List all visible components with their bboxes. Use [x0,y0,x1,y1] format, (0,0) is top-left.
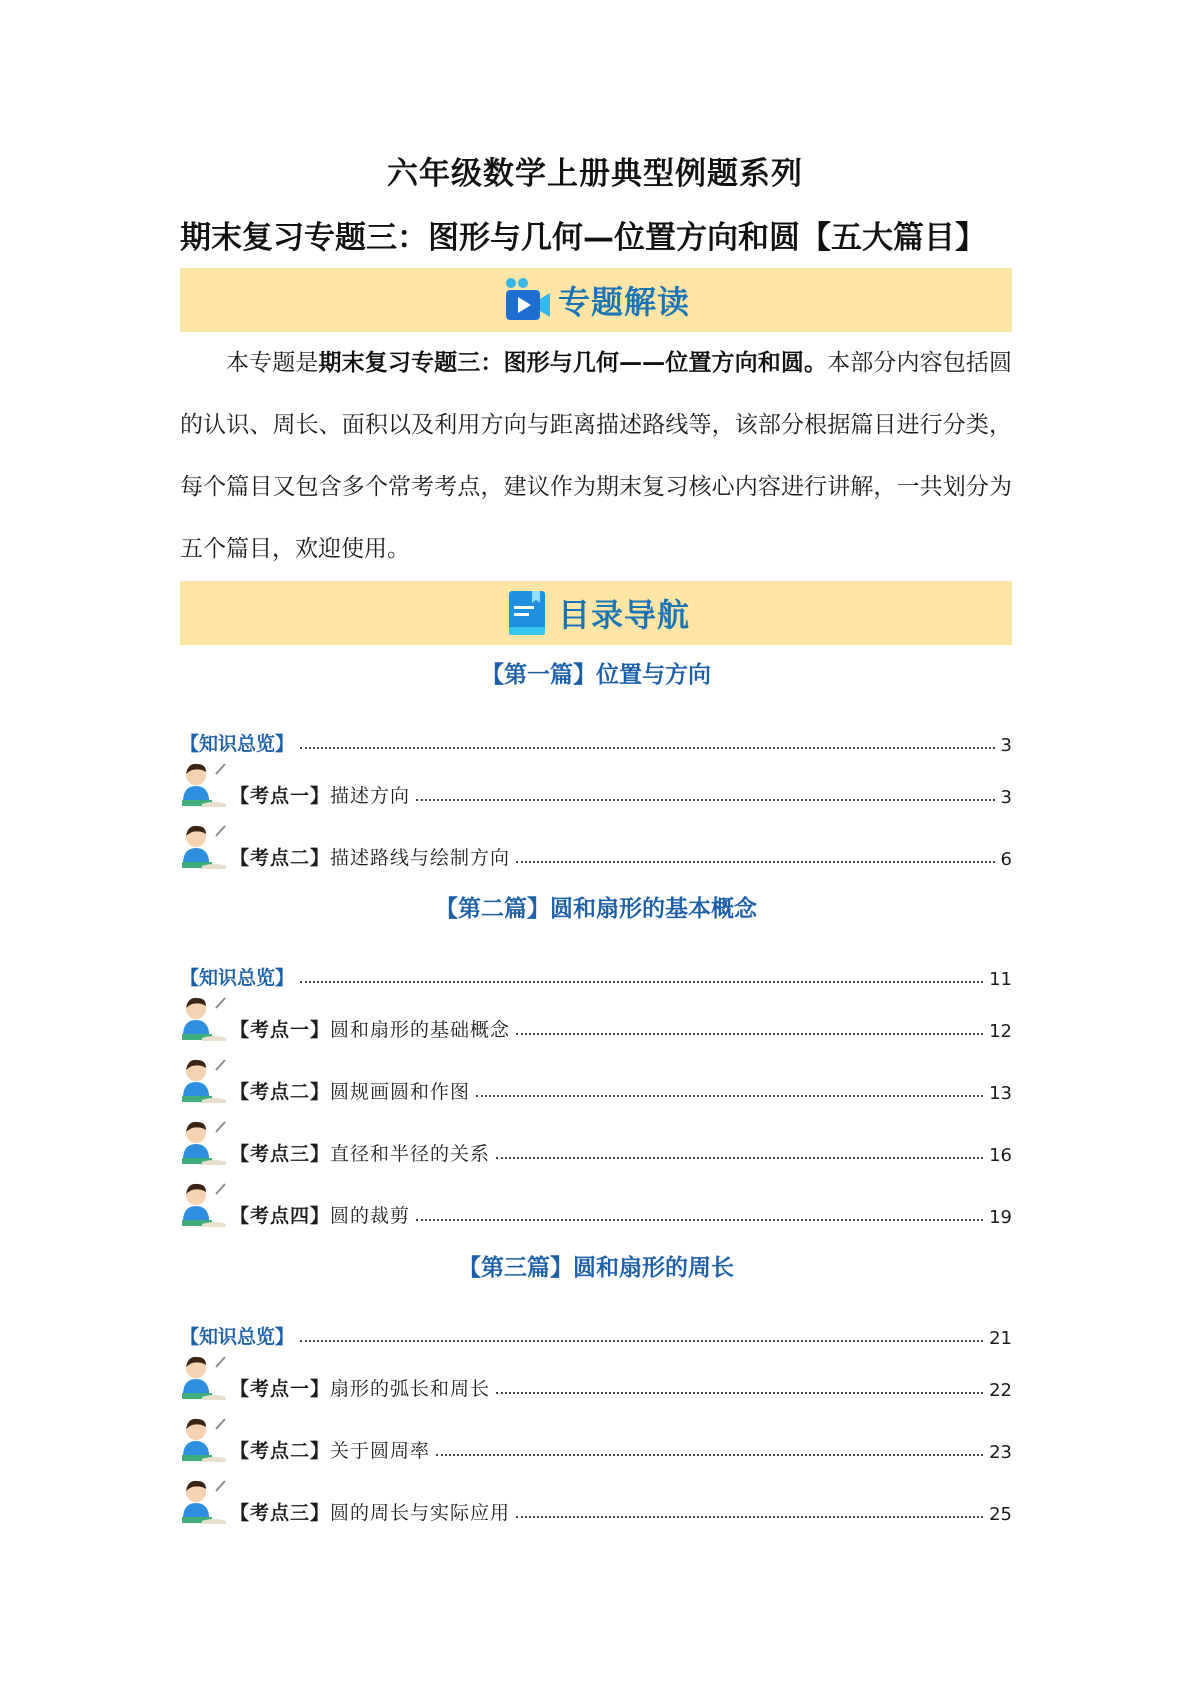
toc-point-text: 描述方向 [330,785,411,807]
topic-banner [180,268,1012,332]
toc-point-text: 关于圆周率 [330,1440,431,1462]
student-avatar-icon [180,994,228,1044]
document-title: 六年级数学上册典型例题系列 [387,156,803,192]
book-icon [502,588,552,638]
student-avatar-icon [180,760,228,810]
video-play-icon [502,275,552,325]
toc-row-point[interactable] [180,1180,1012,1230]
student-avatar-icon [180,1477,228,1527]
toc-row-overview-3[interactable] [180,1301,1012,1351]
toc-point-label [230,1436,430,1465]
toc-point-text: 描述路线与绘制方向 [330,847,511,869]
toc-leader-dots [416,798,995,801]
topic-banner-label: 专题解读 [557,283,690,321]
toc-leader-dots [516,860,995,863]
student-avatar-icon [180,1056,228,1106]
toc-leader-dots [436,1453,983,1456]
toc-row-overview-2[interactable] [180,942,1012,992]
student-avatar-icon [180,1415,228,1465]
toc-point-label [230,1498,510,1527]
toc-banner-label: 目录导航 [557,596,690,634]
toc-page-number: 23 [989,1442,1012,1463]
toc-leader-dots [516,1032,983,1035]
toc-point-tag: 【考点一】 [230,1378,331,1400]
toc-point-tag: 【考点二】 [230,847,331,869]
toc-page-number: 6 [1000,849,1012,870]
toc-point-label [230,1374,490,1403]
toc-leader-dots [416,1218,983,1221]
toc-point-label [230,1139,490,1168]
toc-leader-dots [516,1515,983,1518]
section-heading-1: 【第一篇】位置与方向 [481,662,711,688]
toc-overview-label: 【知识总览】 [180,733,295,755]
toc-point-tag: 【考点三】 [230,1143,331,1165]
intro-bold: 期末复习专题三：图形与几何——位置方向和圆。 [318,350,828,376]
toc-page-number: 3 [1000,735,1012,756]
toc-row-point[interactable] [180,1056,1012,1106]
toc-row-point[interactable] [180,760,1012,810]
toc-row-point[interactable] [180,1353,1012,1403]
toc-leader-dots [476,1094,983,1097]
toc-leader-dots [300,1339,983,1342]
toc-point-text: 圆的裁剪 [330,1205,411,1227]
toc-page-number: 21 [989,1328,1012,1349]
toc-point-tag: 【考点三】 [230,1502,331,1524]
section-heading-2: 【第二篇】圆和扇形的基本概念 [435,896,757,922]
intro-paragraph [180,332,1012,580]
toc-point-text: 圆和扇形的基础概念 [330,1019,511,1041]
toc-row-point[interactable] [180,1118,1012,1168]
toc-point-label [230,843,510,872]
toc-page-number: 16 [989,1145,1012,1166]
toc-leader-dots [496,1156,983,1159]
toc-row-point[interactable] [180,1477,1012,1527]
toc-page-number: 12 [989,1021,1012,1042]
toc-point-label [230,1015,510,1044]
toc-point-tag: 【考点一】 [230,785,331,807]
student-avatar-icon [180,822,228,872]
intro-prefix: 本专题是 [226,350,319,376]
document-subtitle: 期末复习专题三：图形与几何—位置方向和圆【五大篇目】 [180,220,986,256]
toc-point-tag: 【考点二】 [230,1081,331,1103]
toc-page-number: 11 [989,969,1012,990]
toc-banner [180,581,1012,645]
toc-row-overview-1[interactable] [180,708,1012,758]
toc-overview-label: 【知识总览】 [180,967,295,989]
student-avatar-icon [180,1180,228,1230]
toc-row-point[interactable] [180,822,1012,872]
student-avatar-icon [180,1118,228,1168]
student-avatar-icon [180,1353,228,1403]
toc-point-label [230,1201,410,1230]
toc-row-point[interactable] [180,1415,1012,1465]
toc-page-number: 13 [989,1083,1012,1104]
toc-page-number: 3 [1000,787,1012,808]
section-heading-3: 【第三篇】圆和扇形的周长 [458,1255,734,1281]
toc-point-label [230,781,410,810]
toc-point-text: 直径和半径的关系 [330,1143,491,1165]
toc-leader-dots [496,1391,983,1394]
toc-point-tag: 【考点四】 [230,1205,331,1227]
toc-point-text: 圆规画圆和作图 [330,1081,471,1103]
toc-point-text: 扇形的弧长和周长 [330,1378,491,1400]
intro-rest: 本部分内容包括圆的认识、周长、面积以及利用方向与距离描述路线等，该部分根据篇目进行分类，每个篇目又包含多个常考考点，建议作为期末复习核心内容进行讲解，一共划分为五个篇目，欢迎使用。 [180,350,1012,562]
toc-page-number: 25 [989,1504,1012,1525]
toc-overview-label: 【知识总览】 [180,1326,295,1348]
toc-leader-dots [300,980,983,983]
toc-point-tag: 【考点一】 [230,1019,331,1041]
toc-point-label [230,1077,470,1106]
toc-page-number: 22 [989,1380,1012,1401]
toc-row-point[interactable] [180,994,1012,1044]
toc-leader-dots [300,746,995,749]
toc-page-number: 19 [989,1207,1012,1228]
toc-point-text: 圆的周长与实际应用 [330,1502,511,1524]
toc-point-tag: 【考点二】 [230,1440,331,1462]
